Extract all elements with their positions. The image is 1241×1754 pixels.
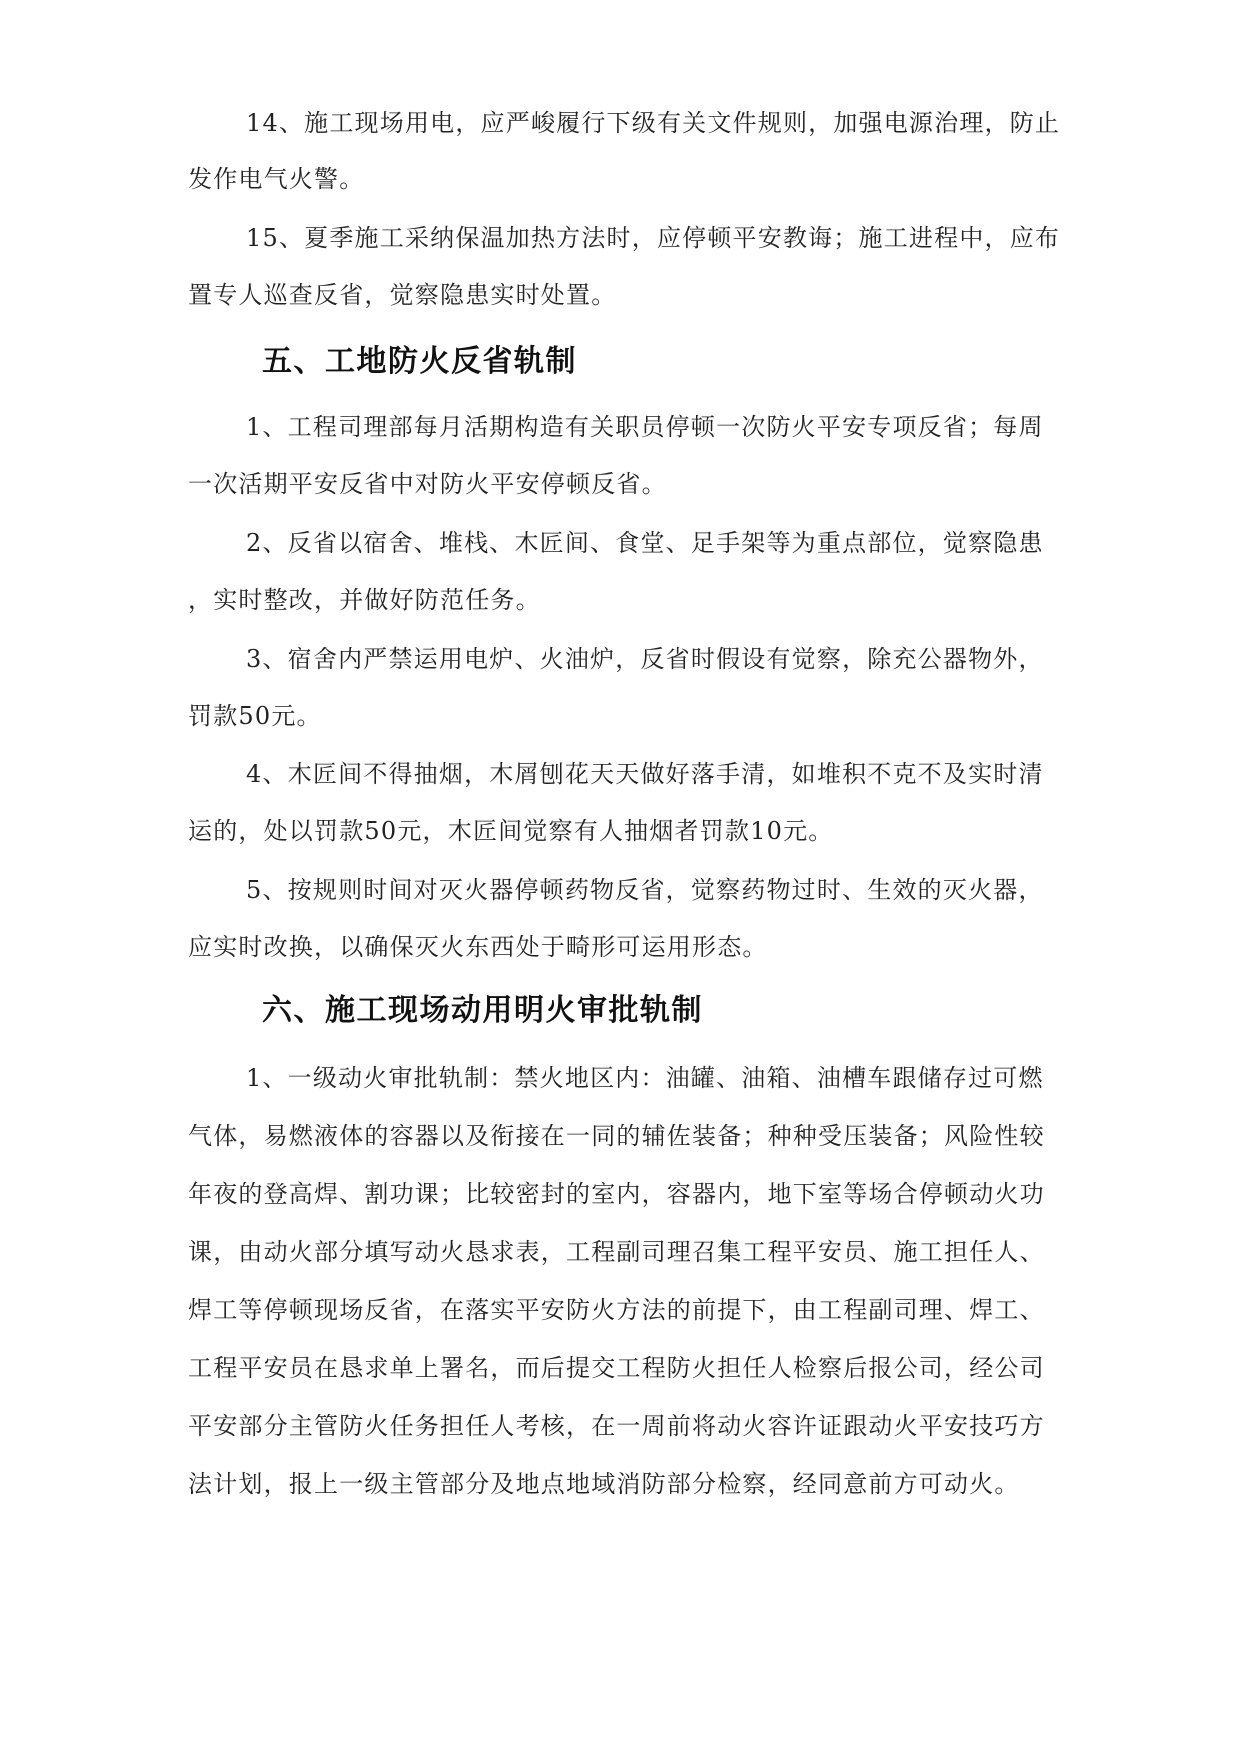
s6-paragraph-1-line-7: 平安部分主管防火任务担任人考核，在一周前将动火容许证跟动火平安技巧方 — [188, 1412, 1045, 1440]
s6-paragraph-1-line-6: 工程平安员在恳求单上署名，而后提交工程防火担任人检察后报公司，经公司 — [188, 1354, 1045, 1382]
s6-paragraph-1-line-3: 年夜的登高焊、割功课；比较密封的室内，容器内，地下室等场合停顿动火功 — [188, 1180, 1045, 1208]
s5-paragraph-3-line-2: 罚款50元。 — [188, 702, 322, 730]
section-heading-6: 六、施工现场动用明火审批轨制 — [262, 993, 703, 1028]
s5-paragraph-1-line-2: 一次活期平安反省中对防火平安停顿反省。 — [188, 470, 667, 498]
s5-paragraph-5-line-1: 5、按规则时间对灭火器停顿药物反省，觉察药物过时、生效的灭火器， — [246, 876, 1044, 904]
s5-paragraph-5-line-2: 应实时改换，以确保灭火东西处于畸形可运用形态。 — [188, 933, 768, 961]
s5-paragraph-2-line-2: ，实时整改，并做好防范任务。 — [188, 586, 541, 614]
s6-paragraph-1-line-8: 法计划，报上一级主管部分及地点地域消防部分检察，经同意前方可动火。 — [188, 1470, 1020, 1498]
paragraph-14-line-2: 发作电气火警。 — [188, 165, 365, 193]
s5-paragraph-2-line-1: 2、反省以宿舍、堆栈、木匠间、食堂、足手架等为重点部位，觉察隐患 — [246, 529, 1044, 557]
paragraph-15-line-2: 置专人巡查反省，觉察隐患实时处置。 — [188, 281, 617, 309]
s5-paragraph-1-line-1: 1、工程司理部每月活期构造有关职员停顿一次防火平安专项反省；每周 — [246, 413, 1044, 441]
s6-paragraph-1-line-1: 1、一级动火审批轨制：禁火地区内：油罐、油箱、油槽车跟储存过可燃 — [246, 1064, 1044, 1092]
paragraph-14-line-1: 14、施工现场用电，应严峻履行下级有关文件规则，加强电源治理，防止 — [246, 109, 1061, 137]
s5-paragraph-3-line-1: 3、宿舍内严禁运用电炉、火油炉，反省时假设有觉察，除充公器物外， — [246, 645, 1044, 673]
s6-paragraph-1-line-2: 气体，易燃液体的容器以及衔接在一同的辅佐装备；种种受压装备；风险性较 — [188, 1122, 1045, 1150]
s5-paragraph-4-line-2: 运的，处以罚款50元，木匠间觉察有人抽烟者罚款10元。 — [188, 817, 834, 845]
paragraph-15-line-1: 15、夏季施工采纳保温加热方法时，应停顿平安教诲；施工进程中，应布 — [246, 224, 1061, 252]
s6-paragraph-1-line-5: 焊工等停顿现场反省，在落实平安防火方法的前提下，由工程副司理、焊工、 — [188, 1296, 1045, 1324]
s5-paragraph-4-line-1: 4、木匠间不得抽烟，木屑刨花天天做好落手清，如堆积不克不及实时清 — [246, 760, 1044, 788]
s6-paragraph-1-line-4: 课，由动火部分填写动火恳求表，工程副司理召集工程平安员、施工担任人、 — [188, 1238, 1045, 1266]
section-heading-5: 五、工地防火反省轨制 — [262, 344, 577, 379]
